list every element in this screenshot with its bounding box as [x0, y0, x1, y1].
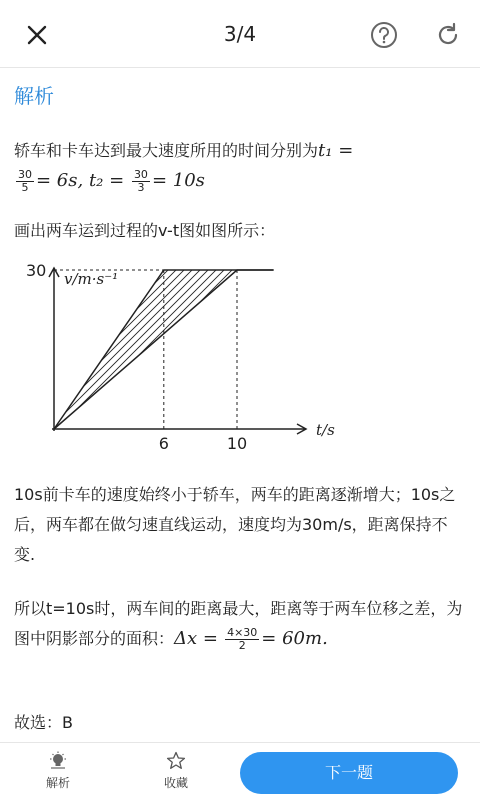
question-progress: 3/4 [223, 22, 257, 46]
bulb-icon [48, 751, 68, 771]
delta-x: Δx = [174, 628, 218, 649]
x-tick-label-6: 6 [158, 434, 169, 453]
paragraph-times: 轿车和卡车达到最大速度所用的时间分别为t₁ = $\frac{30}{5}$ = 6s, t₂ = $\frac{30}{3}$ = 10s [14, 140, 354, 194]
tab-favorite-label: 收藏 [163, 776, 188, 790]
paragraph-analysis: 10s前卡车的速度始终小于轿车，两车的距离逐渐增大；10s之后，两车都在做匀速直线运动，速度均为30m/s，距离保持不变. [14, 485, 456, 564]
help-circle-icon[interactable] [369, 20, 399, 50]
paragraph-answer: 故选：B [14, 713, 73, 732]
vt-graph [14, 256, 354, 456]
star-icon [166, 751, 186, 771]
next-question-button[interactable]: 下一题 [240, 752, 458, 794]
tab-favorite[interactable] [146, 751, 206, 791]
paragraph-distance [14, 594, 466, 654]
t2-symbol: t₂ [88, 170, 104, 191]
tab-analysis[interactable] [28, 751, 88, 791]
result-60m: = 60m. [261, 628, 328, 649]
x-axis-label: t/s [316, 421, 335, 439]
result-6s: = 6s [36, 170, 78, 191]
top-bar [0, 0, 480, 68]
result-10s: = 10s [151, 170, 205, 191]
refresh-icon[interactable] [433, 20, 463, 50]
paragraph-graph-intro: 画出两车运到过程的v-t图如图所示： [14, 221, 276, 240]
x-tick-label-10: 10 [226, 434, 248, 453]
section-title: 解析 [14, 84, 54, 108]
bottom-bar [0, 742, 480, 800]
distance-text: 所以t=10s时，两车间的距离最大，距离等于两车位移之差，为图中阴影部分的面积： [14, 599, 463, 648]
y-tick-label: 30 [26, 261, 47, 280]
t1-symbol: t₁ [318, 140, 333, 161]
fraction-30-3: $\frac{30}{3}$ [133, 168, 148, 194]
y-axis-label: v/m·s⁻¹ [64, 270, 119, 288]
times-text: 轿车和卡车达到最大速度所用的时间分别为 [14, 141, 319, 160]
fraction-area: $\frac{4\times 30}{2}$ [227, 626, 258, 652]
fraction-30-5: $\frac{30}{5}$ [18, 168, 32, 194]
tab-analysis-label: 解析 [45, 776, 70, 790]
